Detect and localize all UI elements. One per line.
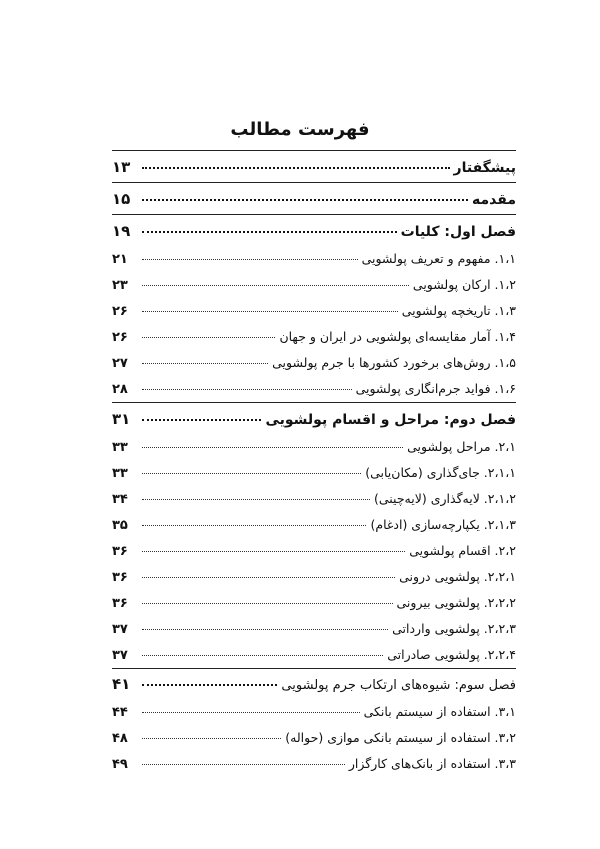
toc-entry-page-number: ۳۶ [112,570,128,585]
toc-entry[interactable] [112,725,516,751]
toc-entry-page-number: ۳۶ [112,544,128,559]
toc-entry-page-number: ۱۵ [112,190,131,208]
toc-entry-label: فصل سوم: شیوه‌های ارتکاب جرم پولشویی [281,678,516,693]
toc-entry-page-number: ۳۳ [112,466,128,481]
toc-entry[interactable] [112,699,516,725]
table-of-contents [112,150,516,777]
toc-entry-page-number: ۱۹ [112,222,131,240]
toc-entry[interactable] [112,404,516,434]
dot-leader [142,738,281,739]
dot-leader [142,629,388,630]
dot-leader [142,577,395,578]
toc-entry-page-number: ۴۹ [112,757,128,772]
toc-entry-page-number: ۴۱ [112,675,131,693]
section-divider [112,214,516,215]
toc-entry-page-number: ۲۶ [112,304,128,319]
toc-entry-label: ۱،۶. فواید جرم‌انگاری پولشویی [355,381,516,396]
dot-leader [142,603,393,604]
toc-entry-page-number: ۳۶ [112,596,128,611]
toc-entry-label: ۲،۱،۳. یکپارچه‌سازی (ادغام) [370,517,516,532]
dot-leader [142,167,450,169]
toc-entry-page-number: ۲۳ [112,278,128,293]
toc-entry[interactable] [112,512,516,538]
toc-entry[interactable] [112,324,516,350]
section-divider [112,402,516,403]
toc-entry-label: ۳،۳. استفاده از بانک‌های کارگزار [348,756,516,771]
page-title: فهرست مطالب [230,119,370,140]
toc-entry-page-number: ۴۸ [112,731,128,746]
dot-leader [142,684,277,686]
toc-entry-page-number: ۳۴ [112,492,128,507]
toc-entry-page-number: ۱۳ [112,158,131,176]
toc-entry[interactable] [112,751,516,777]
toc-entry[interactable] [112,216,516,246]
toc-entry[interactable] [112,434,516,460]
dot-leader [142,499,370,500]
toc-entry-page-number: ۲۶ [112,330,128,345]
toc-entry-page-number: ۲۸ [112,382,128,397]
toc-entry-label: ۳،۲. استفاده از سیستم بانکی موازی (حواله) [285,730,516,745]
toc-entry[interactable] [112,376,516,402]
dot-leader [142,655,383,656]
toc-entry[interactable] [112,486,516,512]
dot-leader [142,259,358,260]
toc-entry-page-number: ۴۴ [112,705,128,720]
dot-leader [142,337,275,338]
toc-entry[interactable] [112,669,516,699]
toc-entry-label: پیشگفتار [453,160,516,176]
toc-entry-page-number: ۳۱ [112,410,131,428]
toc-entry-label: ۲،۲. اقسام پولشویی [409,543,516,558]
toc-entry[interactable] [112,616,516,642]
toc-entry-label: ۱،۴. آمار مقایسه‌ای پولشویی در ایران و جهان [279,329,516,344]
dot-leader [142,199,468,201]
dot-leader [142,311,398,312]
toc-entry-page-number: ۳۳ [112,440,128,455]
toc-entry[interactable] [112,460,516,486]
toc-entry[interactable] [112,272,516,298]
dot-leader [142,389,352,390]
dot-leader [142,285,409,286]
toc-entry-page-number: ۳۷ [112,622,128,637]
dot-leader [142,525,366,526]
toc-entry-label: ۲،۲،۴. پولشویی صادراتی [387,647,516,662]
toc-entry[interactable] [112,564,516,590]
toc-entry[interactable] [112,642,516,668]
toc-entry[interactable] [112,350,516,376]
toc-entry-label: ۱،۳. تاریخچه پولشویی [401,303,516,318]
toc-entry-label: ۲،۲،۱. پولشویی درونی [399,569,516,584]
dot-leader [142,473,361,474]
toc-entry-label: ۱،۲. ارکان پولشویی [412,277,516,292]
dot-leader [142,764,345,765]
toc-entry-label: ۱،۵. روش‌های برخورد کشورها با جرم پولشویی [272,355,516,370]
toc-entry-label: فصل دوم: مراحل و اقسام پولشویی [265,412,516,428]
toc-entry-label: ۲،۱،۲. لایه‌گذاری (لایه‌چینی) [373,491,516,506]
dot-leader [142,712,360,713]
toc-entry-page-number: ۳۷ [112,648,128,663]
toc-entry-label: ۱،۱. مفهوم و تعریف پولشویی [361,251,516,266]
dot-leader [142,551,405,552]
dot-leader [142,363,268,364]
toc-entry-label: مقدمه [472,192,516,208]
toc-entry-page-number: ۳۵ [112,518,128,533]
toc-entry-page-number: ۲۱ [112,252,128,267]
toc-entry-label: ۲،۲،۳. پولشویی وارداتی [392,621,516,636]
toc-entry[interactable] [112,184,516,214]
toc-entry-label: ۲،۱،۱. جای‌گذاری (مکان‌یابی) [365,465,516,480]
toc-entry-label: ۲،۱. مراحل پولشویی [407,439,516,454]
section-divider [112,150,516,151]
toc-entry-label: ۳،۱. استفاده از سیستم بانکی [363,704,516,719]
toc-entry-page-number: ۲۷ [112,356,128,371]
dot-leader [142,419,261,421]
toc-entry[interactable] [112,298,516,324]
dot-leader [142,231,397,233]
toc-entry[interactable] [112,590,516,616]
toc-entry[interactable] [112,246,516,272]
toc-entry-label: فصل اول: کلیات [400,224,516,240]
dot-leader [142,447,403,448]
toc-entry[interactable] [112,538,516,564]
toc-entry[interactable] [112,152,516,182]
toc-entry-label: ۲،۲،۲. پولشویی بیرونی [396,595,516,610]
